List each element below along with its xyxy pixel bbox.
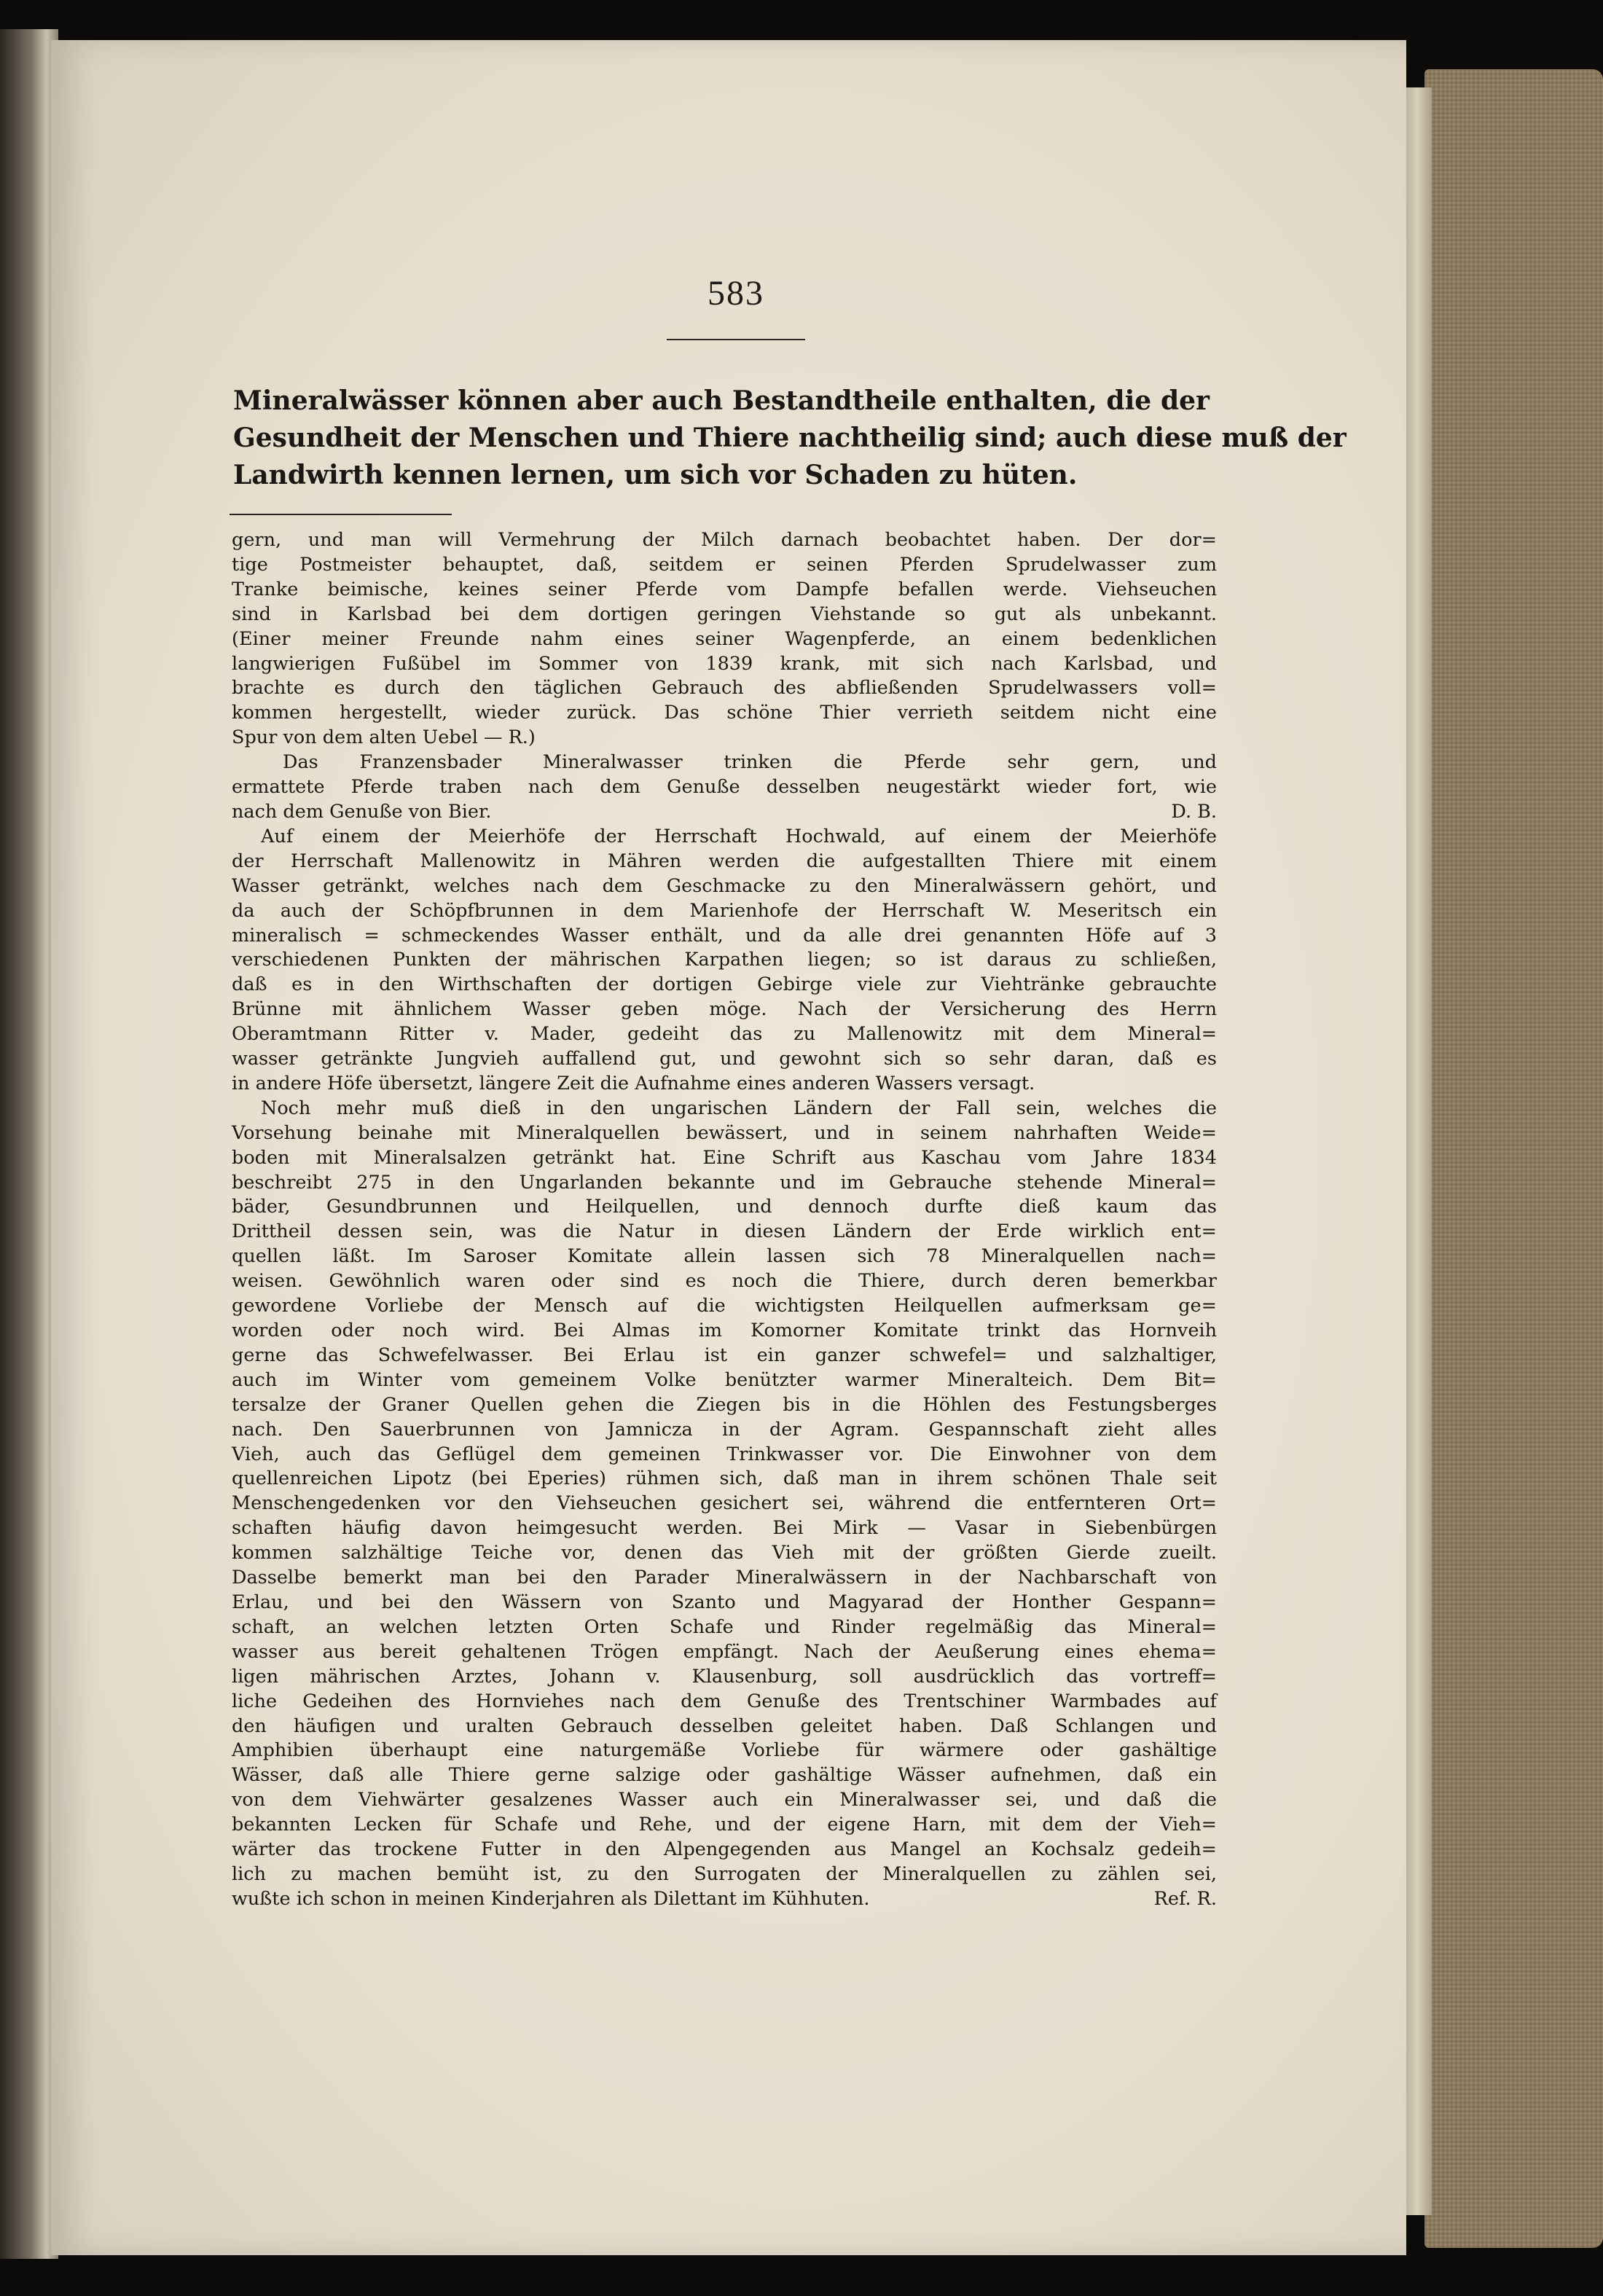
- lead-line: Gesundheit der Menschen und Thiere nachtheilig sind; auch diese muß der: [233, 423, 1347, 453]
- page-stack-edge: [1403, 87, 1432, 2215]
- paragraph: [232, 751, 1217, 825]
- text-line: Tranke beimische, keines seiner Pferde vom Dampfe befallen werde. Viehseuchen: [232, 578, 1217, 600]
- text-line: bekannten Lecken für Schafe und Rehe, und der eigene Harn, mit dem der Vieh=: [232, 1814, 1217, 1836]
- paragraph: [232, 825, 1217, 1097]
- text-line: Vieh, auch das Geflügel dem gemeinen Trinkwasser vor. Die Einwohner von dem: [232, 1443, 1217, 1465]
- text-line: Amphibien überhaupt eine naturgemäße Vorliebe für wärmere oder gashältige: [232, 1739, 1217, 1762]
- text-line: langwierigen Fußübel im Sommer von 1839 krank, mit sich nach Karlsbad, und: [232, 652, 1217, 675]
- text-line: Wässer, daß alle Thiere gerne salzige oder gashältige Wässer aufnehmen, daß ein: [232, 1764, 1217, 1787]
- text-line: kommen salzhältige Teiche vor, denen das Vieh mit der größten Gierde zueilt.: [232, 1542, 1217, 1564]
- text-line: Drittheil dessen sein, was die Natur in diesen Ländern der Erde wirklich ent=: [232, 1221, 1217, 1243]
- signature: Ref. R.: [1153, 1887, 1217, 1910]
- lead-paragraph: [233, 383, 1347, 494]
- text-line: der Herrschaft Mallenowitz in Mähren werden die aufgestallten Thiere mit einem: [232, 850, 1217, 872]
- text-line: den häufigen und uralten Gebrauch desselben geleitet haben. Daß Schlangen und: [232, 1715, 1217, 1737]
- text-line: kommen hergestellt, wieder zurück. Das schöne Thier verrieth seitdem nicht eine: [232, 702, 1217, 724]
- text-line: Erlau, und bei den Wässern von Szanto und Magyarad der Honther Gespann=: [232, 1591, 1217, 1613]
- lead-rule: [230, 514, 452, 515]
- paragraph: [232, 528, 1217, 751]
- page-number: 583: [708, 274, 764, 313]
- text-line: wärter das trockene Futter in den Alpengegenden aus Mangel an Kochsalz gedeih=: [232, 1838, 1217, 1861]
- text-line: Dasselbe bemerkt man bei den Parader Mineralwässern in der Nachbarschaft von: [232, 1567, 1217, 1589]
- text-line: mineralisch = schmeckendes Wasser enthält, und da alle drei genannten Höfe auf 3: [232, 924, 1217, 947]
- text-line: liche Gedeihen des Hornviehes nach dem Genuße des Trentschiner Warmbades auf: [232, 1690, 1217, 1712]
- text-line: Wasser getränkt, welches nach dem Geschmacke zu den Mineralwässern gehört, und: [232, 874, 1217, 897]
- text-line: nach. Den Sauerbrunnen von Jamnicza in der Agram. Gespannschaft zieht alles: [232, 1418, 1217, 1441]
- text-line: ligen mährischen Arztes, Johann v. Klausenburg, soll ausdrücklich das vortreff=: [232, 1665, 1217, 1688]
- text-line: da auch der Schöpfbrunnen in dem Marienhofe der Herrschaft W. Meseritsch ein: [232, 899, 1217, 922]
- text-line: wußte ich schon in meinen Kinderjahren als Dilettant im Kühhuten. Ref. R.: [232, 1887, 1217, 1912]
- text-line: lich zu machen bemüht ist, zu den Surrogaten der Mineralquellen zu zählen sei,: [232, 1862, 1217, 1885]
- text-line: beschreibt 275 in den Ungarlanden bekannte und im Gebrauche stehende Mineral=: [232, 1171, 1217, 1194]
- text-line: weisen. Gewöhnlich waren oder sind es noch die Thiere, durch deren bemerkbar: [232, 1270, 1217, 1293]
- text-line: in andere Höfe übersetzt, längere Zeit die Aufnahme eines anderen Wassers versagt.: [232, 1072, 1035, 1094]
- text-line: worden oder noch wird. Bei Almas im Komorner Komitate trinkt das Hornveih: [232, 1320, 1217, 1341]
- signature: D. B.: [1171, 800, 1217, 823]
- text-line: Brünne mit ähnlichem Wasser geben möge. Nach der Versicherung des Herrn: [232, 998, 1217, 1021]
- text-line: Noch mehr muß dieß in den ungarischen Ländern der Fall sein, welches die: [261, 1097, 1217, 1119]
- book-page: [51, 40, 1406, 2255]
- text-line: Oberamtmann Ritter v. Mader, gedeiht das zu Mallenowitz mit dem Mineral=: [232, 1023, 1217, 1046]
- text-line: Menschengedenken vor den Viehseuchen gesichert sei, während die entfernteren Ort=: [232, 1492, 1217, 1515]
- previous-page-edge: [0, 29, 58, 2259]
- text-line: nach dem Genuße von Bier. D. B.: [232, 800, 1217, 825]
- text-line: quellenreichen Lipotz (bei Eperies) rühmen sich, daß man in ihrem schönen Thale seit: [232, 1468, 1217, 1490]
- text-line: (Einer meiner Freunde nahm eines seiner Wagenpferde, an einem bedenklichen: [232, 627, 1217, 650]
- text-line: boden mit Mineralsalzen getränkt hat. Eine Schrift aus Kaschau vom Jahre 1834: [232, 1146, 1217, 1169]
- text-line: ermattete Pferde traben nach dem Genuße desselben neugestärkt wieder fort, wie: [232, 776, 1217, 799]
- text-line: brachte es durch den täglichen Gebrauch des abfließenden Sprudelwassers voll=: [232, 677, 1217, 700]
- text-line: tige Postmeister behauptet, daß, seitdem er seinen Pferden Sprudelwasser zum: [232, 553, 1217, 576]
- text-line: bäder, Gesundbrunnen und Heilquellen, und dennoch durfte dieß kaum das: [232, 1196, 1217, 1218]
- text-line: quellen läßt. Im Saroser Komitate allein lassen sich 78 Mineralquellen nach=: [232, 1245, 1217, 1268]
- text-line: Auf einem der Meierhöfe der Herrschaft Hochwald, auf einem der Meierhöfe: [261, 825, 1217, 847]
- lead-line: Mineralwässer können aber auch Bestandtheile enthalten, die der: [233, 385, 1210, 416]
- paragraph: [232, 1097, 1217, 1912]
- text-line: daß es in den Wirthschaften der dortigen Gebirge viele zur Viehtränke gebrauchte: [232, 973, 1217, 996]
- text-line: tersalze der Graner Quellen gehen die Ziegen bis in die Höhlen des Festungsberges: [232, 1393, 1217, 1416]
- text-line: Vorsehung beinahe mit Mineralquellen bewässert, und in seinem nahrhaften Weide=: [232, 1121, 1217, 1144]
- text-line: verschiedenen Punkten der mährischen Karpathen liegen; so ist daraus zu schließen,: [232, 949, 1217, 971]
- page-number-rule: [667, 339, 805, 340]
- body-text: [232, 528, 1217, 1912]
- text-line: sind in Karlsbad bei dem dortigen geringen Viehstande so gut als unbekannt.: [232, 603, 1217, 625]
- text-line: schaften häufig davon heimgesucht werden. Bei Mirk — Vasar in Siebenbürgen: [232, 1517, 1217, 1540]
- text-line: von dem Viehwärter gesalzenes Wasser auch ein Mineralwasser sei, und daß die: [232, 1789, 1217, 1811]
- text-line: gerne das Schwefelwasser. Bei Erlau ist ein ganzer schwefel= und salzhaltiger,: [232, 1344, 1217, 1366]
- text-line: gern, und man will Vermehrung der Milch darnach beobachtet haben. Der dor=: [232, 529, 1217, 551]
- text-line: gewordene Vorliebe der Mensch auf die wichtigsten Heilquellen aufmerksam ge=: [232, 1295, 1217, 1317]
- lead-line: Landwirth kennen lernen, um sich vor Schaden zu hüten.: [233, 460, 1078, 490]
- text-line: schaft, an welchen letzten Orten Schafe und Rinder regelmäßig das Mineral=: [232, 1615, 1217, 1638]
- text-line: wasser getränkte Jungvieh auffallend gut, und gewohnt sich so sehr daran, daß es: [232, 1048, 1217, 1070]
- text-line: wasser aus bereit gehaltenen Trögen empfängt. Nach der Aeußerung eines ehema=: [232, 1640, 1217, 1663]
- book-cover: [1424, 69, 1603, 2248]
- text-line: Spur von dem alten Uebel — R.): [232, 726, 536, 749]
- text-line: auch im Winter vom gemeinem Volke benützter warmer Mineralteich. Dem Bit=: [232, 1368, 1217, 1391]
- text-line: Das Franzensbader Mineralwasser trinken die Pferde sehr gern, und: [283, 751, 1217, 774]
